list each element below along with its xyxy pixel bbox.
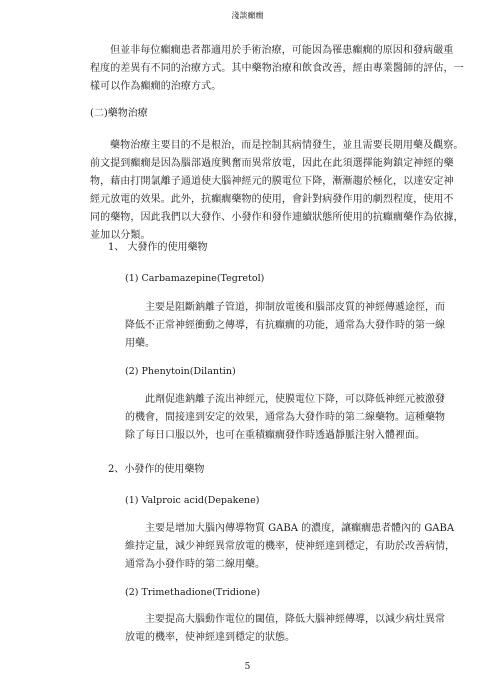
text-line: 的機會，間接達到安定的效果，通常為大發作時的第二線藥物。這種藥物 [125, 412, 445, 423]
drug-1-name: (1) Carbamazepine(Tegretol) [125, 273, 265, 284]
text-line: 用藥。 [125, 338, 155, 349]
text-line: 降低不正常神經衝動之傳導，有抗癲癇的功能，通常為大發作時的第一線 [125, 320, 445, 331]
heading-major-seizure: 1、 大發作的使用藥物 [108, 242, 208, 253]
text-line: 經元放電的效果。此外，抗癲癇藥物的使用，會針對病發作用的劇烈程度，使用不 [90, 194, 454, 205]
drug-3-description [125, 520, 470, 574]
drug-3-name: (1) Valproic acid(Depakene) [125, 495, 260, 506]
text-line: 除了每日口服以外，也可在重積癲癇發作時透過靜脈注射入體裡面。 [125, 430, 425, 441]
text-line: 放電的機率，使神經達到穩定的狀態。 [125, 632, 295, 643]
drug-4-description [125, 611, 470, 647]
text-line: 樣可以作為癲癇的治療方式。 [90, 81, 222, 92]
text-line: 程度的差異有不同的治療方式。其中藥物治療和飲食改善，經由專業醫師的評估，一 [90, 63, 464, 74]
drug-2-description [125, 391, 470, 445]
section-title: (二)藥物治療 [90, 108, 148, 119]
text-line: 此劑促進鈉離子流出神經元，使膜電位下降，可以降低神經元被激發 [145, 394, 445, 405]
drug-2-name: (2) Phenytoin(Dilantin) [125, 366, 236, 377]
text-line: 維持定量，減少神經異常放電的機率，使神經達到穩定，有助於改善病情， [125, 541, 455, 552]
drug-4-name: (2) Trimethadione(Tridione) [125, 587, 261, 598]
text-line: 藥物治療主要目的不是根治，而是控制其病情發生，並且需要長期用藥及觀察。 [110, 140, 464, 151]
section-paragraph [90, 137, 470, 245]
text-line: 主要提高大腦動作電位的閾值，降低大腦神經傳導，以減少病灶異常 [145, 614, 445, 625]
text-line: 主要是增加大腦內傳導物質 GABA 的濃度，讓癲癇患者體內的 GABA [145, 523, 455, 534]
drug-1-description [125, 299, 470, 353]
heading-minor-seizure: 2、小發作的使用藥物 [108, 464, 205, 475]
text-line: 物，藉由打開氯離子通道使大腦神經元的膜電位下降，漸漸趨於極化，以達安定神 [90, 176, 454, 187]
text-line: 主要是阻斷鈉離子管道，抑制放電後和腦部皮質的神經傳遞途徑，而 [145, 302, 445, 313]
text-line: 前文提到癲癇是因為腦部過度興奮而異常放電，因此在此須選擇能夠鎮定神經的藥 [90, 158, 454, 169]
text-line: 但並非每位癲癇患者都適用於手術治療，可能因為罹患癲癇的原因和發病嚴重 [110, 45, 454, 56]
text-line: 同的藥物，因此我們以大發作、小發作和發作連續狀態所使用的抗癲癇藥作為依據， [90, 212, 464, 223]
intro-paragraph [90, 42, 470, 96]
page-number: 5 [244, 662, 251, 672]
page-header: 淺談癲癇 [231, 11, 264, 20]
text-line: 通常為小發作時的第二線用藥。 [125, 559, 265, 570]
text-line: 並加以分類。 [90, 230, 151, 241]
